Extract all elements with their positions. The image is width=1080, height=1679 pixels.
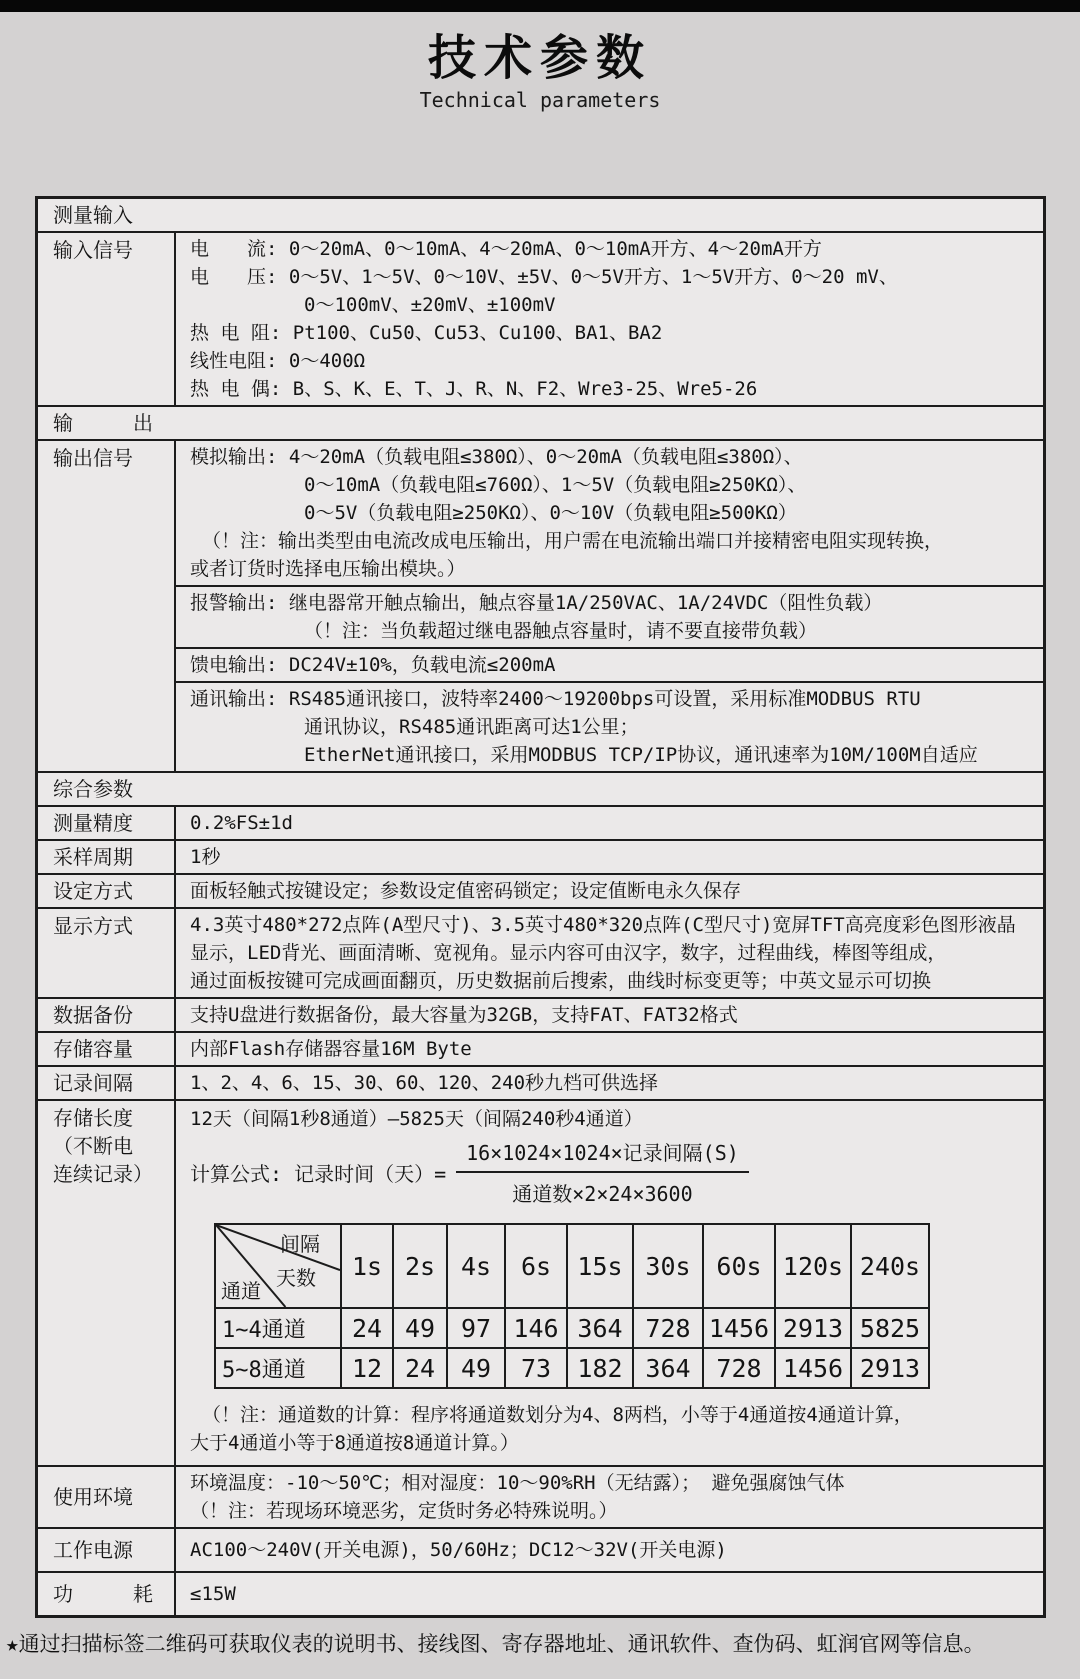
row-content-output-signal <box>176 441 1043 771</box>
col-header: 6s <box>505 1224 567 1308</box>
row-label-accuracy: 测量精度 <box>38 807 176 839</box>
spec-note-line: （！注：若现场环境恶劣，定货时务必特殊说明。） <box>190 1500 618 1522</box>
storage-table-row-5-8 <box>215 1348 929 1388</box>
spec-line: 支持U盘进行数据备份，最大容量为32GB，支持FAT、FAT32格式 <box>190 1004 738 1026</box>
section-label: 综合参数 <box>53 777 133 801</box>
days-value-cell: 1456 <box>703 1308 775 1348</box>
days-value-cell: 12 <box>341 1348 393 1388</box>
page-subtitle: Technical parameters <box>419 88 661 112</box>
section-row-general <box>38 771 1043 805</box>
formula-prefix: 计算公式: 记录时间（天）= <box>190 1161 447 1186</box>
row-display <box>38 907 1043 997</box>
row-content-storage-length <box>176 1101 1043 1465</box>
spec-line: 电 压: 0～5V、1～5V、0～10V、±5V、0～5V开方、1～5V开方、0～20 mV、 <box>190 266 898 288</box>
spec-line: 馈电输出: DC24V±10%，负载电流≤200mA <box>190 654 556 676</box>
col-header: 120s <box>775 1224 851 1308</box>
spec-line: 电 流: 0～20mA、0～10mA、4～20mA、0～10mA开方、4～20mA开方 <box>190 238 822 260</box>
corner-label-channel: 通道 <box>221 1279 261 1303</box>
days-value-cell: 73 <box>505 1348 567 1388</box>
spec-line: 1、2、4、6、15、30、60、120、240秒九档可供选择 <box>190 1072 659 1094</box>
days-value-cell: 1456 <box>775 1348 851 1388</box>
storage-formula <box>190 1137 1037 1207</box>
days-value-cell: 364 <box>633 1348 703 1388</box>
storage-range-line: 12天（间隔1秒8通道）—5825天（间隔240秒4通道） <box>190 1108 643 1130</box>
storage-days-table <box>214 1223 930 1389</box>
spec-line: 4.3英寸480*272点阵(A型尺寸)、3.5英寸480*320点阵(C型尺寸)宽屏TFT高亮度彩色图形液晶 <box>190 914 1016 936</box>
spec-note-line: 或者订货时选择电压输出模块。） <box>190 558 466 580</box>
spec-line: 热 电 阻: Pt100、Cu50、Cu53、Cu100、BA1、BA2 <box>190 322 663 344</box>
feed-output-block <box>176 647 1043 681</box>
days-value-cell: 49 <box>447 1348 505 1388</box>
row-sampling <box>38 839 1043 873</box>
row-content-backup <box>176 999 1043 1031</box>
row-output-signal <box>38 439 1043 771</box>
row-input-signal <box>38 231 1043 405</box>
spec-note-line: （！注：当负载超过继电器触点容量时，请不要直接带负载） <box>304 620 818 642</box>
section-row-measure-input <box>38 199 1043 231</box>
col-header: 1s <box>341 1224 393 1308</box>
storage-note-line: 大于4通道小等于8通道按8通道计算。） <box>190 1432 519 1454</box>
row-content-input-signal <box>176 233 1043 405</box>
spec-line: 线性电阻: 0～400Ω <box>190 350 366 372</box>
row-content-consumption <box>176 1573 1043 1615</box>
footer-note: ★通过扫描标签二维码可获取仪表的说明书、接线图、寄存器地址、通讯软件、查伪码、虹润官网等信息。 <box>6 1632 985 1656</box>
spec-line: 模拟输出: 4～20mA（负载电阻≤380Ω）、0～20mA（负载电阻≤380Ω）、 <box>190 446 803 468</box>
row-label-capacity: 存储容量 <box>38 1033 176 1065</box>
days-value-cell: 49 <box>393 1308 447 1348</box>
row-label-setting: 设定方式 <box>38 875 176 907</box>
row-header-cell: 5~8通道 <box>215 1348 341 1388</box>
row-content-power <box>176 1529 1043 1571</box>
row-label-environment: 使用环境 <box>38 1467 176 1527</box>
title-block <box>0 12 1080 112</box>
spec-line: 0～10mA（负载电阻≤760Ω）、1～5V（负载电阻≥250KΩ）、 <box>304 474 807 496</box>
table-corner-cell <box>215 1224 341 1308</box>
row-content-display <box>176 909 1043 997</box>
days-value-cell: 24 <box>393 1348 447 1388</box>
row-accuracy <box>38 805 1043 839</box>
spec-line: EtherNet通讯接口，采用MODBUS TCP/IP协议，通讯速率为10M/100M自适应 <box>304 744 978 766</box>
page-title: 技术参数 <box>427 30 652 86</box>
col-header: 240s <box>851 1224 929 1308</box>
spec-line: 显示，LED背光、画面清晰、宽视角。显示内容可由汉字，数字，过程曲线，棒图等组成， <box>190 942 947 964</box>
storage-note-line: （！注：通道数的计算：程序将通道数划分为4、8两档，小等于4通道按4通道计算， <box>202 1404 913 1426</box>
col-header: 2s <box>393 1224 447 1308</box>
days-value-cell: 24 <box>341 1308 393 1348</box>
col-header: 30s <box>633 1224 703 1308</box>
row-setting <box>38 873 1043 907</box>
spec-line: 通讯协议，RS485通讯距离可达1公里； <box>304 716 639 738</box>
days-value-cell: 182 <box>567 1348 633 1388</box>
top-black-bar <box>0 0 1080 12</box>
section-row-output <box>38 405 1043 439</box>
row-label-display: 显示方式 <box>38 909 176 997</box>
storage-table-row-1-4 <box>215 1308 929 1348</box>
storage-table-header-row <box>215 1224 929 1308</box>
row-label-sampling: 采样周期 <box>38 841 176 873</box>
days-value-cell: 5825 <box>851 1308 929 1348</box>
label-line: 存储长度 <box>53 1106 133 1130</box>
row-header-cell: 1~4通道 <box>215 1308 341 1348</box>
row-interval <box>38 1065 1043 1099</box>
row-power <box>38 1527 1043 1571</box>
analog-output-block <box>176 441 1043 585</box>
alarm-output-block <box>176 585 1043 647</box>
col-header: 4s <box>447 1224 505 1308</box>
spec-line: 报警输出: 继电器常开触点输出，触点容量1A/250VAC、1A/24VDC（阻性负载） <box>190 592 883 614</box>
days-value-cell: 146 <box>505 1308 567 1348</box>
row-content-environment <box>176 1467 1043 1527</box>
row-storage-length <box>38 1099 1043 1465</box>
corner-label-interval: 间隔 <box>280 1232 320 1256</box>
row-environment <box>38 1465 1043 1527</box>
spec-line: 0～100mV、±20mV、±100mV <box>304 294 556 316</box>
spec-note-line: （！注：输出类型由电流改成电压输出，用户需在电流输出端口并接精密电阻实现转换， <box>202 530 944 552</box>
spec-table <box>35 196 1046 1618</box>
days-value-cell: 2913 <box>851 1348 929 1388</box>
spec-line: 内部Flash存储器容量16M Byte <box>190 1038 472 1060</box>
row-label-input-signal: 输入信号 <box>38 233 176 405</box>
row-content-setting <box>176 875 1043 907</box>
row-label-backup: 数据备份 <box>38 999 176 1031</box>
col-header: 15s <box>567 1224 633 1308</box>
spec-line: 面板轻触式按键设定；参数设定值密码锁定；设定值断电永久保存 <box>190 880 742 902</box>
row-label-output-signal: 输出信号 <box>38 441 176 771</box>
row-capacity <box>38 1031 1043 1065</box>
corner-label-days: 天数 <box>276 1266 316 1290</box>
spec-line: ≤15W <box>190 1583 236 1605</box>
spec-line: AC100～240V(开关电源)，50/60Hz；DC12～32V(开关电源) <box>190 1539 727 1561</box>
row-content-interval <box>176 1067 1043 1099</box>
section-label: 测量输入 <box>53 203 133 227</box>
row-label-storage-length <box>38 1101 176 1465</box>
section-label: 输 出 <box>53 411 153 435</box>
label-line: （不断电 <box>53 1134 133 1158</box>
row-label-power: 工作电源 <box>38 1529 176 1571</box>
row-content-capacity <box>176 1033 1043 1065</box>
spec-line: 热 电 偶: B、S、K、E、T、J、R、N、F2、Wre3-25、Wre5-26 <box>190 378 758 400</box>
formula-fraction <box>456 1137 749 1207</box>
spec-line: 环境温度：-10～50℃；相对湿度：10～90%RH（无结露）； 避免强腐蚀气体 <box>190 1472 845 1494</box>
spec-line: 0.2%FS±1d <box>190 812 293 834</box>
days-value-cell: 728 <box>633 1308 703 1348</box>
spec-line: 0～5V（负载电阻≥250KΩ）、0～10V（负载电阻≥500KΩ） <box>304 502 797 524</box>
label-line: 连续记录） <box>53 1162 153 1186</box>
spec-line: 1秒 <box>190 846 221 868</box>
formula-denominator: 通道数×2×24×3600 <box>512 1182 693 1206</box>
row-content-accuracy <box>176 807 1043 839</box>
days-value-cell: 97 <box>447 1308 505 1348</box>
row-consumption <box>38 1571 1043 1615</box>
row-label-consumption: 功 耗 <box>38 1573 176 1615</box>
days-value-cell: 364 <box>567 1308 633 1348</box>
days-value-cell: 728 <box>703 1348 775 1388</box>
spec-line: 通过面板按键可完成画面翻页，历史数据前后搜索，曲线时标变更等；中英文显示可切换 <box>190 970 932 992</box>
col-header: 60s <box>703 1224 775 1308</box>
formula-numerator: 16×1024×1024×记录间隔(S) <box>456 1137 749 1173</box>
row-content-sampling <box>176 841 1043 873</box>
comm-output-block <box>176 681 1043 771</box>
row-backup <box>38 997 1043 1031</box>
spec-line: 通讯输出: RS485通讯接口，波特率2400～19200bps可设置，采用标准MODBUS RTU <box>190 688 921 710</box>
row-label-interval: 记录间隔 <box>38 1067 176 1099</box>
days-value-cell: 2913 <box>775 1308 851 1348</box>
